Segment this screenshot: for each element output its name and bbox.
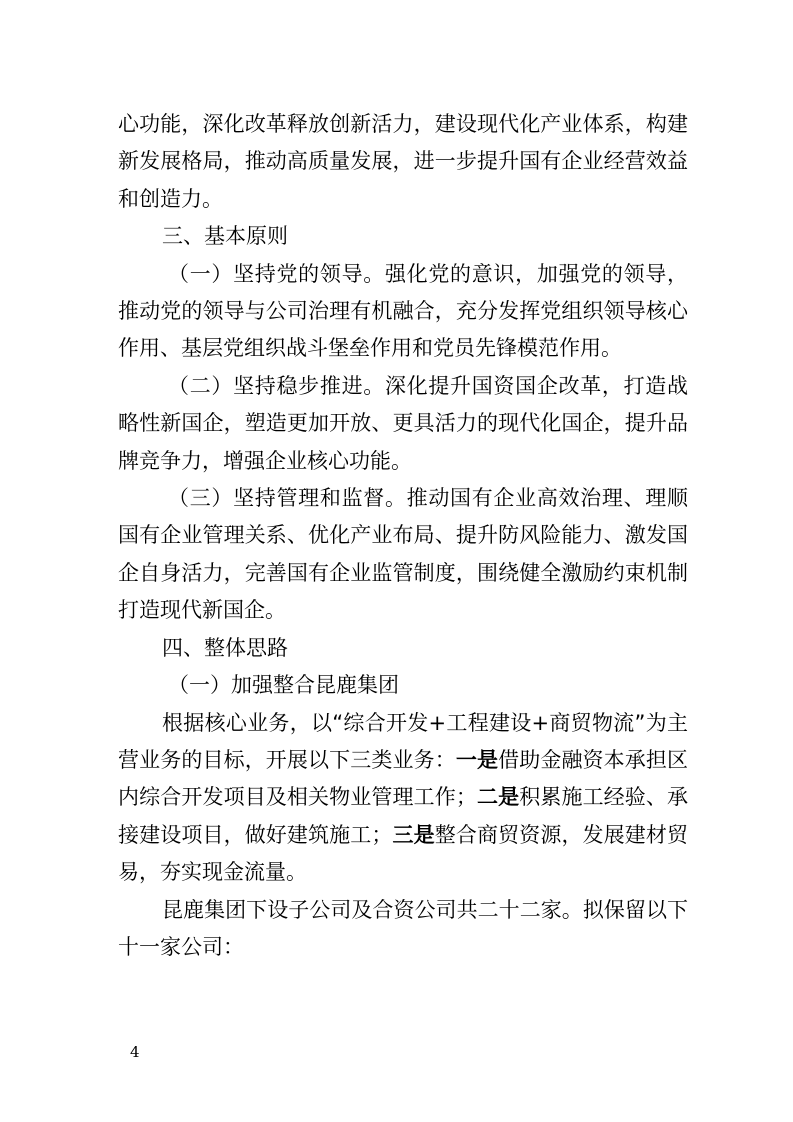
business-intro-text: 根据核心业务，以“综合开发+工程建设+商贸物流”为主营业务的目标，开展以下三类业务：	[118, 710, 688, 772]
body-text	[118, 106, 688, 966]
business-first-text: 借助金融资本承担区内综合开发项目及相关物业管理工作；	[118, 747, 689, 810]
paragraph-principle-2: （二）坚持稳步推进。深化提升国资国企改革，打造战略性新国企，塑造更加开放、更具活力的现代化国企，提升品牌竞争力，增强企业核心功能。	[118, 373, 688, 473]
section-heading-overall-approach: 四、整体思路	[162, 635, 288, 660]
business-second-text: 积累施工经验、承接建设项目，做好建筑施工；	[118, 785, 689, 847]
business-third-marker: 三是	[392, 822, 435, 847]
paragraph-principle-1: （一）坚持党的领导。强化党的意识，加强党的领导，推动党的领导与公司治理有机融合，充分发挥党组织领导核心作用、基层党组织战斗堡垒作用和党员先锋模范作用。	[118, 261, 688, 361]
paragraph-business-lines	[118, 705, 688, 892]
subsection-heading-kunlu-group: （一）加强整合昆鹿集团	[168, 673, 399, 698]
business-first-marker: 一是	[455, 747, 499, 772]
section-heading-basic-principles: 三、基本原则	[162, 224, 288, 249]
page-number: 4	[130, 1043, 140, 1061]
business-third-text: 整合商贸资源，发展建材贸易，夯实现金流量。	[118, 822, 689, 885]
paragraph-subsidiaries: 昆鹿集团下设子公司及合资公司共二十二家。拟保留以下十一家公司：	[118, 897, 688, 959]
paragraph-continuation: 心功能，深化改革释放创新活力，建设现代化产业体系，构建新发展格局，推动高质量发展，进一步提升国有企业经营效益和创造力。	[118, 112, 688, 211]
paragraph-principle-3: （三）坚持管理和监督。推动国有企业高效治理、理顺国有企业管理关系、优化产业布局、提升防风险能力、激发国企自身活力，完善国有企业监管制度，围绕健全激励约束机制打造现代新国企。	[118, 486, 688, 623]
business-second-marker: 二是	[476, 785, 520, 810]
